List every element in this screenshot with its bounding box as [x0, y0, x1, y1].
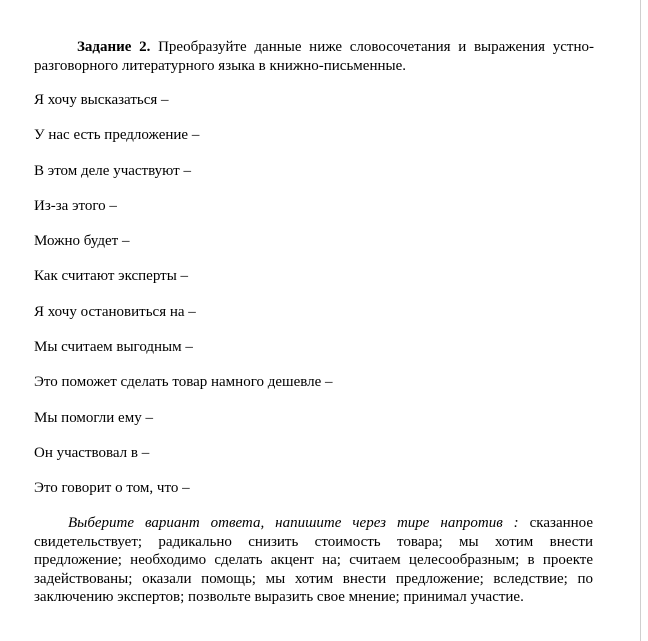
phrase-item: Это поможет сделать товар намного дешевле –	[34, 374, 333, 391]
page-edge-divider	[640, 0, 641, 641]
phrase-item: Он участвовал в –	[34, 444, 150, 461]
phrase-list	[34, 91, 333, 515]
instructions-paragraph	[34, 514, 593, 607]
phrase-item: Мы считаем выгодным –	[34, 339, 193, 356]
task-number: Задание 2.	[77, 39, 151, 55]
instructions-prompt: Выберите вариант ответа, напишите через тире напротив :	[68, 515, 519, 531]
phrase-item: Я хочу остановиться на –	[34, 303, 196, 320]
task-heading	[34, 38, 594, 76]
phrase-item: Это говорит о том, что –	[34, 480, 190, 497]
phrase-item: У нас есть предложение –	[34, 127, 200, 144]
phrase-item: Как считают эксперты –	[34, 268, 189, 285]
phrase-item: Из-за этого –	[34, 197, 117, 214]
phrase-item: Можно будет –	[34, 233, 130, 250]
phrase-item: Мы помогли ему –	[34, 409, 153, 426]
answer-options: сказанное свидетельствует; радикально снизить стоимость товара; мы хотим внести предложение; необходимо сделать акцент на; считаем целесообразным; в проекте задействованы; оказали помощь; мы хотим внести предложение; вследствие; по заключению экспертов; позвольте выразить свое мнение; принимал участие.	[34, 515, 593, 605]
phrase-item: Я хочу высказаться –	[34, 92, 169, 108]
phrase-item: В этом деле участвуют –	[34, 162, 191, 179]
task-text: Преобразуйте данные ниже словосочетания и выражения устно-разговорного литературного языка в книжно-письменные.	[34, 39, 594, 74]
